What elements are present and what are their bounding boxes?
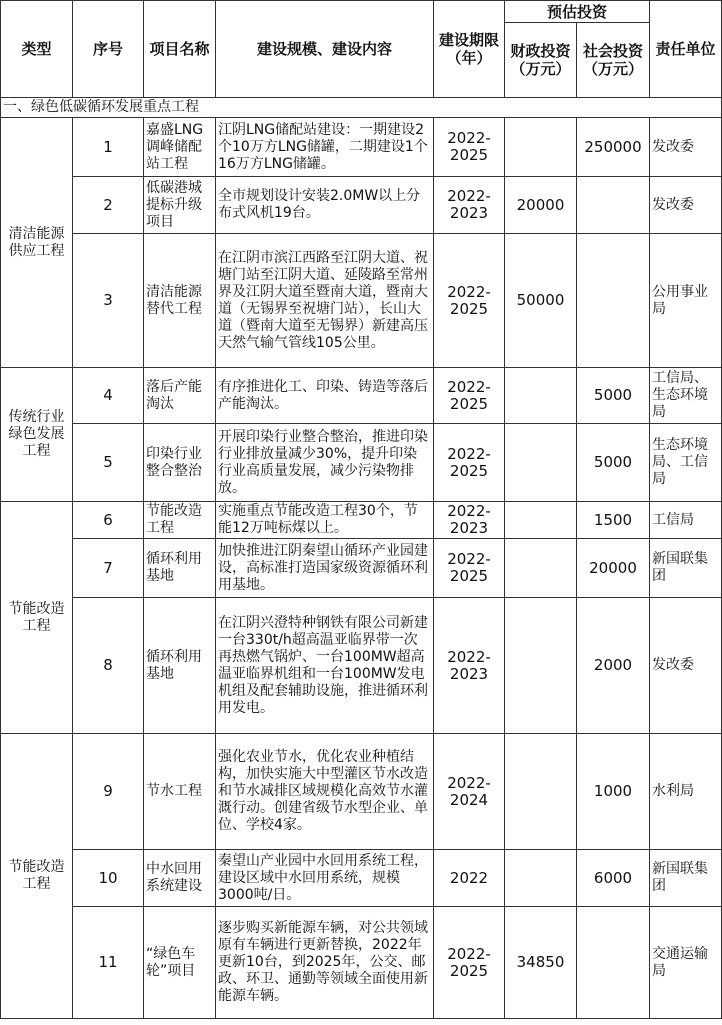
row-social: 1000 [577,734,650,850]
row-fiscal: 50000 [505,234,577,368]
row-social: 5000 [577,424,650,502]
table-row [1,234,722,368]
row-name: 嘉盛LNG调峰储配站工程 [144,118,216,177]
header-social: 社会投资（万元） [577,23,650,98]
row-unit: 交通运输局 [650,907,722,1019]
row-seq: 3 [73,234,144,368]
row-unit: 公用事业局 [650,234,722,368]
section-title: 一、绿色低碳循环发展重点工程 [1,98,722,118]
row-content: 江阴LNG储配站建设：一期建设2个10万方LNG储罐，二期建设1个16万方LNG储罐。 [216,118,434,177]
row-content: 在江阴市滨江西路至江阴大道、祝塘门站至江阴大道、延陵路至常州界及江阴大道至暨南大道，暨南大道（无锡界至祝塘门站），长山大道（暨南大道至无锡界）新建高压天然气输气管线105公里。 [216,234,434,368]
row-period: 2022-2025 [434,118,505,177]
row-unit: 新国联集团 [650,850,722,907]
row-content: 在江阴兴澄特种钢铁有限公司新建一台330t/h超高温亚临界带一次再热燃气锅炉、一台100MW超高温亚临界机组和一台100MW发电机组及配套辅助设施，推进循环利用发电。 [216,598,434,734]
row-social [577,907,650,1019]
group-energy-saving-1: 节能改造工程 [1,502,73,734]
row-fiscal [505,502,577,539]
header-fiscal: 财政投资（万元） [505,23,577,98]
row-fiscal [505,539,577,598]
row-social: 250000 [577,118,650,177]
row-name: 循环利用基地 [144,598,216,734]
group-traditional-industry: 传统行业绿色发展工程 [1,368,73,502]
row-fiscal: 20000 [505,177,577,234]
row-fiscal [505,118,577,177]
row-social: 2000 [577,598,650,734]
row-content: 秦望山产业园中水回用系统工程，建设区域中水回用系统，规模3000吨/日。 [216,850,434,907]
table-row [1,368,722,424]
row-period: 2022-2023 [434,598,505,734]
row-period: 2022 [434,850,505,907]
header-name: 项目名称 [144,1,216,98]
row-unit: 新国联集团 [650,539,722,598]
table-row [1,177,722,234]
row-name: 中水回用系统建设 [144,850,216,907]
row-unit: 发改委 [650,118,722,177]
row-social: 5000 [577,368,650,424]
row-content: 开展印染行业整合整治，推进印染行业排放量减少30%，提升印染行业高质量发展，减少污染物排放。 [216,424,434,502]
row-content: 强化农业节水，优化农业种植结构，加快实施大中型灌区节水改造和节水减排区域规模化高效节水灌溉行动。创建省级节水型企业、单位、学校4家。 [216,734,434,850]
row-seq: 8 [73,598,144,734]
row-seq: 7 [73,539,144,598]
group-clean-energy: 清洁能源供应工程 [1,118,73,368]
row-unit: 发改委 [650,598,722,734]
row-unit: 水利局 [650,734,722,850]
row-fiscal [505,598,577,734]
header-unit: 责任单位 [650,1,722,98]
row-name: 清洁能源替代工程 [144,234,216,368]
header-investment: 预估投资 [505,1,650,23]
row-name: 落后产能淘汰 [144,368,216,424]
table-row [1,850,722,907]
row-name: 节能改造工程 [144,502,216,539]
row-social [577,177,650,234]
row-seq: 11 [73,907,144,1019]
header-seq: 序号 [73,1,144,98]
group-energy-saving-2: 节能改造工程 [1,734,73,1019]
row-content: 加快推进江阴秦望山循环产业园建设，高标准打造国家级资源循环利用基地。 [216,539,434,598]
row-seq: 10 [73,850,144,907]
table-row [1,907,722,1019]
row-seq: 2 [73,177,144,234]
row-social [577,234,650,368]
table-row [1,598,722,734]
row-seq: 1 [73,118,144,177]
row-seq: 6 [73,502,144,539]
row-unit: 发改委 [650,177,722,234]
header-content: 建设规模、建设内容 [216,1,434,98]
row-unit: 工信局 [650,502,722,539]
row-social: 20000 [577,539,650,598]
row-period: 2022-2025 [434,539,505,598]
row-content: 逐步购买新能源车辆，对公共领域原有车辆进行更新替换，2022年更新10台，到2025年，公交、邮政、环卫、通勤等领域全面使用新能源车辆。 [216,907,434,1019]
row-period: 2022-2025 [434,368,505,424]
row-fiscal [505,424,577,502]
row-content: 有序推进化工、印染、铸造等落后产能淘汰。 [216,368,434,424]
row-name: 循环利用基地 [144,539,216,598]
table-row [1,734,722,850]
row-fiscal: 34850 [505,907,577,1019]
row-seq: 5 [73,424,144,502]
row-name: “绿色车轮”项目 [144,907,216,1019]
table-row [1,424,722,502]
row-period: 2022-2025 [434,234,505,368]
row-fiscal [505,850,577,907]
row-content: 实施重点节能改造工程30个，节能12万吨标煤以上。 [216,502,434,539]
row-period: 2022-2023 [434,502,505,539]
row-period: 2022-2025 [434,907,505,1019]
row-period: 2022-2025 [434,424,505,502]
row-social: 1500 [577,502,650,539]
row-period: 2022-2024 [434,734,505,850]
row-fiscal [505,734,577,850]
row-fiscal [505,368,577,424]
table-row [1,539,722,598]
row-seq: 4 [73,368,144,424]
row-name: 节水工程 [144,734,216,850]
table-row [1,502,722,539]
header-type: 类型 [1,1,73,98]
table-row [1,118,722,177]
row-name: 低碳港城提标升级项目 [144,177,216,234]
header-period: 建设期限（年） [434,1,505,98]
row-content: 全市规划设计安装2.0MW以上分布式风机19台。 [216,177,434,234]
row-period: 2022-2023 [434,177,505,234]
row-name: 印染行业整合整治 [144,424,216,502]
row-social: 6000 [577,850,650,907]
row-unit: 生态环境局、工信局 [650,424,722,502]
row-unit: 工信局、生态环境局 [650,368,722,424]
row-seq: 9 [73,734,144,850]
